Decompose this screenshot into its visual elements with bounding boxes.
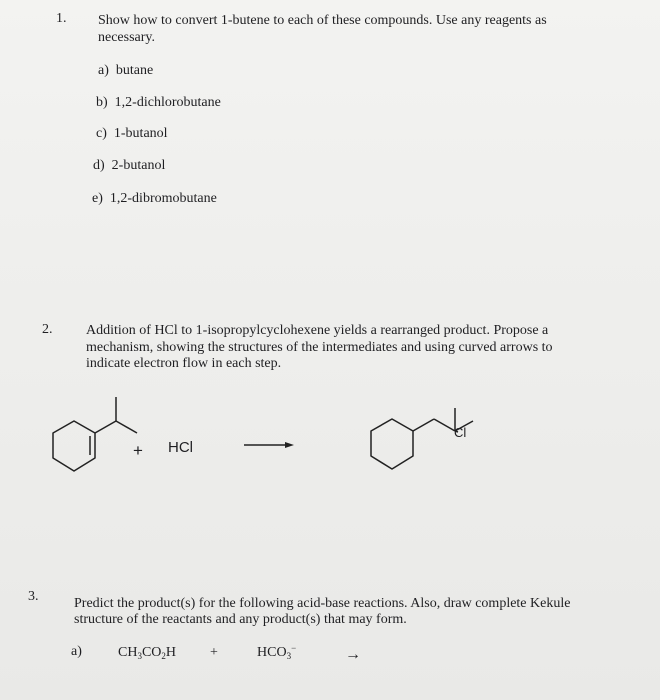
- q1-prompt-line1: Show how to convert 1-butene to each of these compounds. Use any reagents as: [98, 13, 547, 28]
- product-cl-label: Cl: [454, 425, 467, 440]
- formula-part: H: [165, 645, 177, 660]
- q1-number: 1.: [56, 11, 67, 26]
- q2-line1: Addition of HCl to 1-isopropylcyclohexene yields a rearranged product. Propose a: [86, 323, 549, 338]
- q3-plus: +: [210, 645, 218, 660]
- formula-superscript: −: [291, 643, 297, 653]
- q1-prompt-line2: necessary.: [98, 30, 156, 45]
- q2-reagent: HCl: [168, 439, 193, 456]
- q2-line2: mechanism, showing the structures of the intermediates and using curved arrows to: [86, 340, 553, 355]
- formula-part: HCO: [257, 645, 287, 660]
- q1-item-letter: b): [96, 95, 108, 110]
- q1-item-letter: c): [96, 126, 107, 141]
- q3-arrow: →: [345, 646, 361, 663]
- bicarbonate-formula: [257, 644, 296, 662]
- q1-item-letter: d): [93, 158, 105, 173]
- formula-subscript: 3: [137, 651, 142, 661]
- formula-subscript: 2: [161, 651, 166, 661]
- q1-item-text: 1,2-dibromobutane: [109, 191, 217, 206]
- q3-line1: Predict the product(s) for the following acid-base reactions. Also, draw complete Kekule: [74, 596, 571, 611]
- formula-subscript: 3: [286, 651, 292, 661]
- formula-part: CH: [118, 645, 138, 660]
- q1-item-letter: e): [92, 191, 103, 206]
- product-ring: [371, 419, 413, 469]
- q2-line3: indicate electron flow in each step.: [86, 356, 282, 371]
- q3-part-a-letter: a): [71, 644, 82, 659]
- q1-item-text: 2-butanol: [111, 158, 166, 173]
- formula-part: CO: [141, 645, 162, 660]
- q2-plus: +: [133, 441, 143, 460]
- q1-item-letter: a): [98, 63, 109, 78]
- q3-line2: structure of the reactants and any product(s) that may form.: [74, 612, 407, 627]
- q2-number: 2.: [42, 322, 53, 337]
- acetic-acid-formula: [118, 644, 176, 662]
- q3-number: 3.: [28, 589, 39, 604]
- q1-item-text: butane: [115, 63, 154, 78]
- q1-item-text: 1-butanol: [113, 126, 168, 141]
- q1-item-text: 1,2-dichlorobutane: [114, 95, 221, 110]
